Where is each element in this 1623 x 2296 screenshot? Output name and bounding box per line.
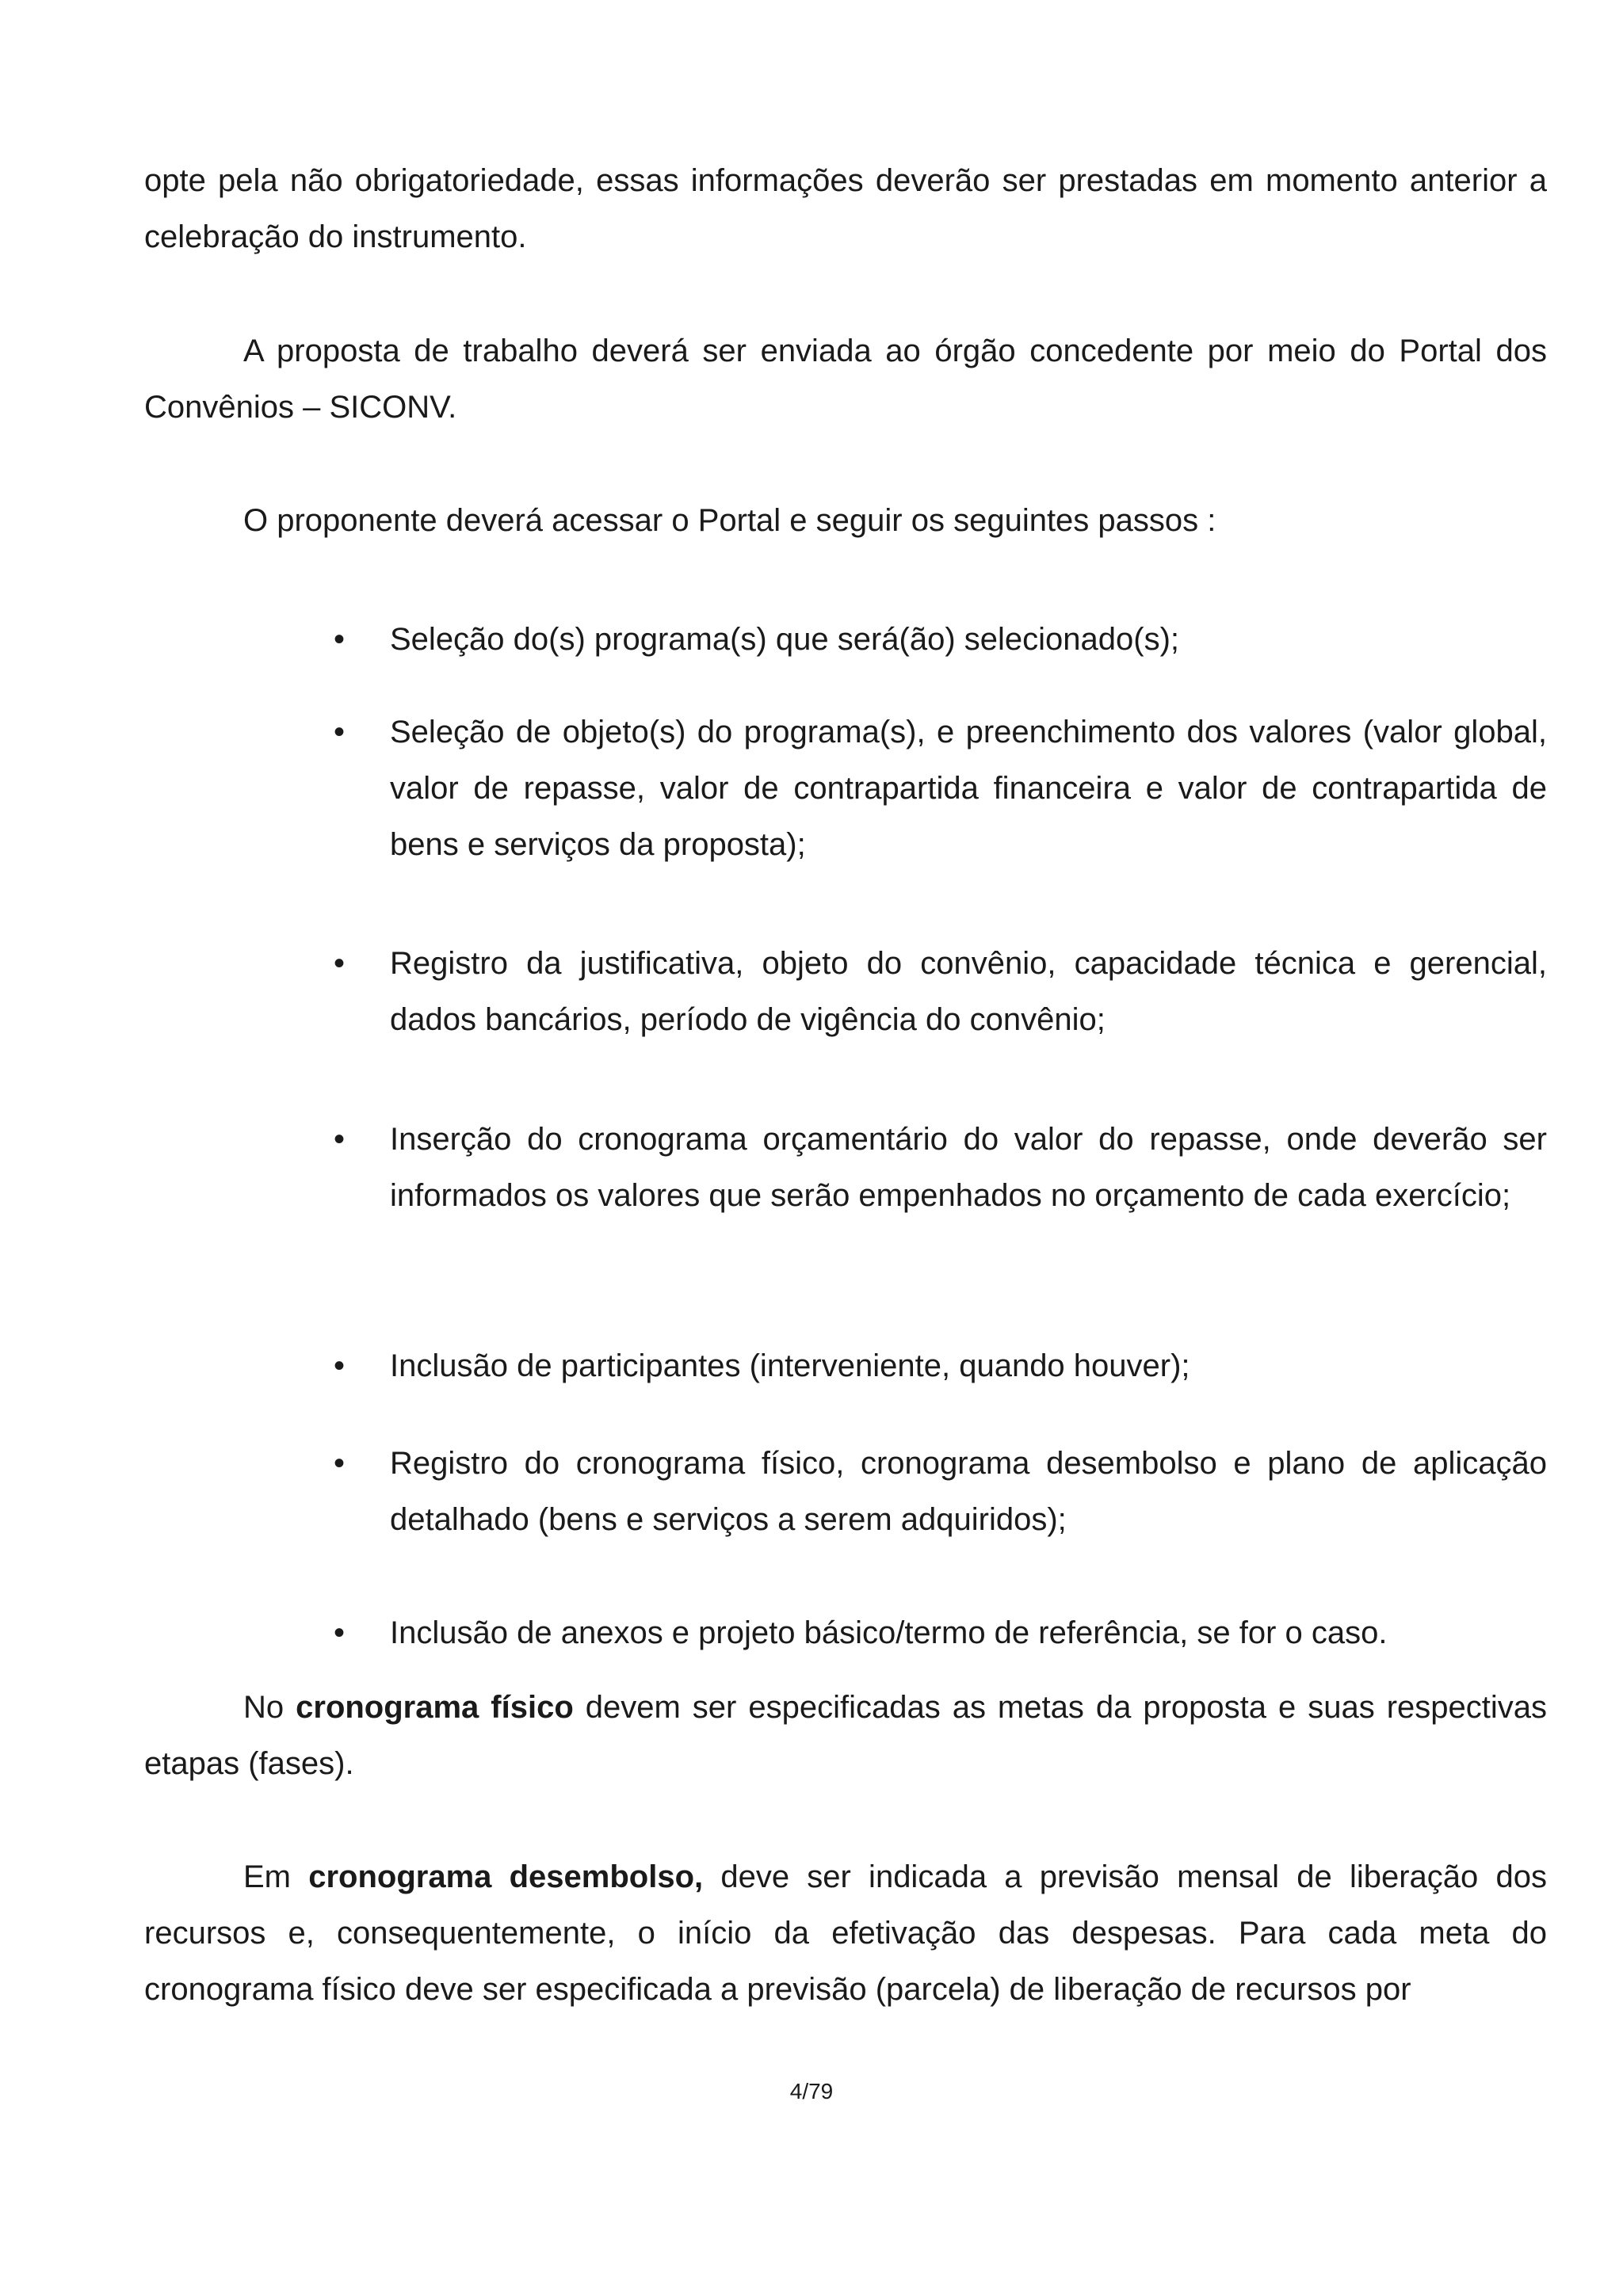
bold-term-disbursement-schedule: cronograma desembolso, [308,1859,704,1894]
bullet-icon: • [334,1446,346,1481]
bullet-icon: • [334,1615,346,1650]
list-item-step-1: Seleção do(s) programa(s) que será(ão) selecionado(s); [390,622,1180,657]
list-item-step-3: Registro da justificativa, objeto do convênio, capacidade técnica e gerencial, dados bancários, período de vigência do convênio; [390,946,1547,1037]
paragraph-disbursement-schedule [144,1849,1547,2018]
bullet-icon: • [334,946,346,981]
list-item-step-5: Inclusão de participantes (interveniente, quando houver); [390,1348,1190,1383]
bold-term-physical-schedule: cronograma físico [296,1690,574,1725]
list-item-step-7: Inclusão de anexos e projeto básico/termo de referência, se for o caso. [390,1615,1388,1650]
list-item-step-4: Inserção do cronograma orçamentário do valor do repasse, onde deverão ser informados os valores que serão empenhados no orçamento de cada exercício; [390,1122,1547,1213]
page-number: 4/79 [789,2079,834,2103]
paragraph-continuation: opte pela não obrigatoriedade, essas informações deverão ser prestadas em momento anterior a celebração do instrumento. [144,163,1547,254]
paragraph-physical-schedule [144,1680,1547,1792]
bullet-icon: • [334,622,346,657]
paragraph-submission: A proposta de trabalho deverá ser enviada ao órgão concedente por meio do Portal dos Convênios – SICONV. [144,334,1547,425]
paragraph-text: No [243,1690,296,1725]
paragraph-text: Em [243,1859,309,1894]
bullet-icon: • [334,1122,346,1157]
paragraph-text: devem ser especificadas as metas da proposta e suas respectivas etapas (fases). [144,1690,1547,1781]
list-item-step-2: Seleção de objeto(s) do programa(s), e preenchimento dos valores (valor global, valor de repasse, valor de contrapartida financeira e valor de contrapartida de bens e serviços da proposta); [390,715,1547,862]
paragraph-text: deve ser indicada a previsão mensal de liberação dos recursos e, consequentemente, o início da efetivação das despesas. Para cada meta do cronograma físico deve ser especificada a previsão (parcela) de liberação de recursos por [144,1859,1548,2007]
paragraph-steps-intro: O proponente deverá acessar o Portal e seguir os seguintes passos : [243,503,1216,538]
bullet-icon: • [334,1348,346,1383]
list-item-step-6: Registro do cronograma físico, cronograma desembolso e plano de aplicação detalhado (bens e serviços a serem adquiridos); [390,1446,1547,1537]
bullet-icon: • [334,715,346,749]
